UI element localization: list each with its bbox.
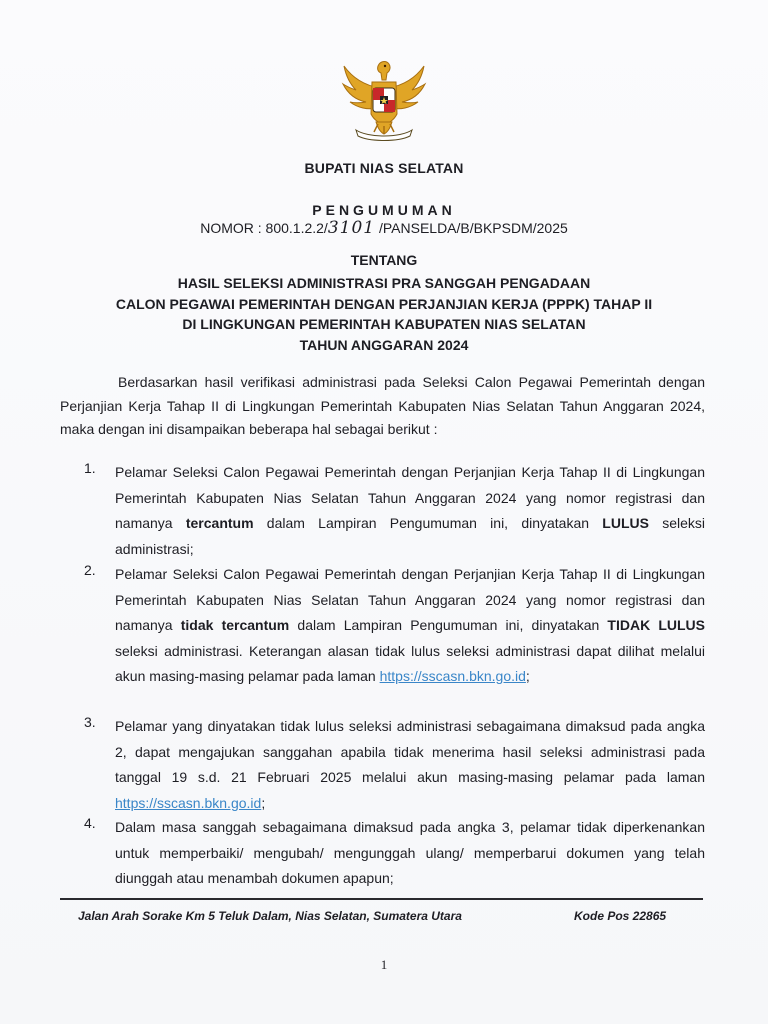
list-item-text xyxy=(115,714,705,816)
intro-text: Berdasarkan hasil verifikasi administrasi pada Seleksi Calon Pegawai Pemerintah dengan Perjanjian Kerja Tahap II di Lingkungan Pemerintah Kabupaten Nias Selatan Tahun Anggaran 2024, maka dengan ini disampaikan beberapa hal sebagai berikut : xyxy=(60,374,705,437)
tentang-heading: TENTANG xyxy=(350,252,418,268)
list-number: 1. xyxy=(84,460,96,476)
text-run: Pelamar Seleksi Calon Pegawai Pemerintah dengan Perjanjian Kerja Tahap II di Lingkungan Pemerintah Kabupaten Nias Selatan Tahun Anggaran 2024 yang nomor registrasi dan namanya xyxy=(115,566,705,633)
text-run: dalam Lampiran Pengumuman ini, dinyatakan xyxy=(253,515,603,531)
office-title: BUPATI NIAS SELATAN xyxy=(304,160,464,176)
sscasn-link[interactable]: https://sscasn.bkn.go.id xyxy=(115,794,262,811)
announcement-title xyxy=(0,273,768,355)
text-run: ; xyxy=(261,794,266,811)
list-item-text xyxy=(115,815,705,892)
text-run: dalam Lampiran Pengumuman ini, dinyatakan xyxy=(289,617,608,633)
emphasis-text: tidak tercantum xyxy=(180,617,290,633)
title-line: HASIL SELEKSI ADMINISTRASI PRA SANGGAH PENGADAAN xyxy=(177,275,591,291)
text-run: Pelamar yang dinyatakan tidak lulus seleksi administrasi sebagaimana dimaksud pada angka 2, dapat mengajukan sanggahan apabila tidak menerima hasil seleksi administrasi pada tanggal 19 s.d. 21 Februari 2025 melalui akun masing-masing pelamar pada laman xyxy=(115,718,705,785)
sscasn-link[interactable]: https://sscasn.bkn.go.id xyxy=(379,668,526,684)
text-run: ; xyxy=(525,668,530,684)
footer-postal-code: Kode Pos 22865 xyxy=(574,909,667,923)
document-type: PENGUMUMAN xyxy=(312,202,456,218)
nomor-prefix: NOMOR : 800.1.2.2/ xyxy=(200,220,328,236)
list-item-text xyxy=(115,562,705,690)
footer-address: Jalan Arah Sorake Km 5 Teluk Dalam, Nias Selatan, Sumatera Utara xyxy=(78,909,462,923)
text-run: Pelamar Seleksi Calon Pegawai Pemerintah dengan Perjanjian Kerja Tahap II di Lingkungan Pemerintah Kabupaten Nias Selatan Tahun Anggaran 2024 yang nomor registrasi dan namanya xyxy=(115,464,705,531)
document-number xyxy=(0,218,768,238)
list-number: 2. xyxy=(84,562,96,578)
text-run: Dalam masa sanggah sebagaimana dimaksud pada angka 3, pelamar tidak diperkenankan untuk memperbaiki/ mengubah/ mengunggah ulang/ memperbarui dokumen yang telah diunggah atau menambah dokumen apapun; xyxy=(115,819,705,886)
nomor-handwritten: 3101 xyxy=(327,218,376,238)
list-item-text xyxy=(115,460,705,562)
intro-paragraph xyxy=(60,371,705,442)
text-run: seleksi administrasi. Keterangan alasan tidak lulus seleksi administrasi dapat dilihat melalui akun masing-masing pelamar pada laman xyxy=(115,642,705,684)
garuda-emblem-icon xyxy=(340,58,428,144)
emphasis-text: LULUS xyxy=(602,515,649,531)
page-number: 1 xyxy=(380,957,388,972)
list-number: 3. xyxy=(84,714,96,730)
title-line: TAHUN ANGGARAN 2024 xyxy=(299,336,469,353)
emphasis-text: TIDAK LULUS xyxy=(607,617,706,633)
title-line: DI LINGKUNGAN PEMERINTAH KABUPATEN NIAS SELATAN xyxy=(182,316,586,332)
list-number: 4. xyxy=(84,815,96,831)
nomor-suffix: /PANSELDA/B/BKPSDM/2025 xyxy=(375,220,568,236)
footer-divider xyxy=(60,898,703,900)
emphasis-text: tercantum xyxy=(185,515,254,531)
title-line: CALON PEGAWAI PEMERINTAH DENGAN PERJANJIAN KERJA (PPPK) TAHAP II xyxy=(115,295,653,312)
text-run: seleksi administrasi; xyxy=(115,515,705,557)
